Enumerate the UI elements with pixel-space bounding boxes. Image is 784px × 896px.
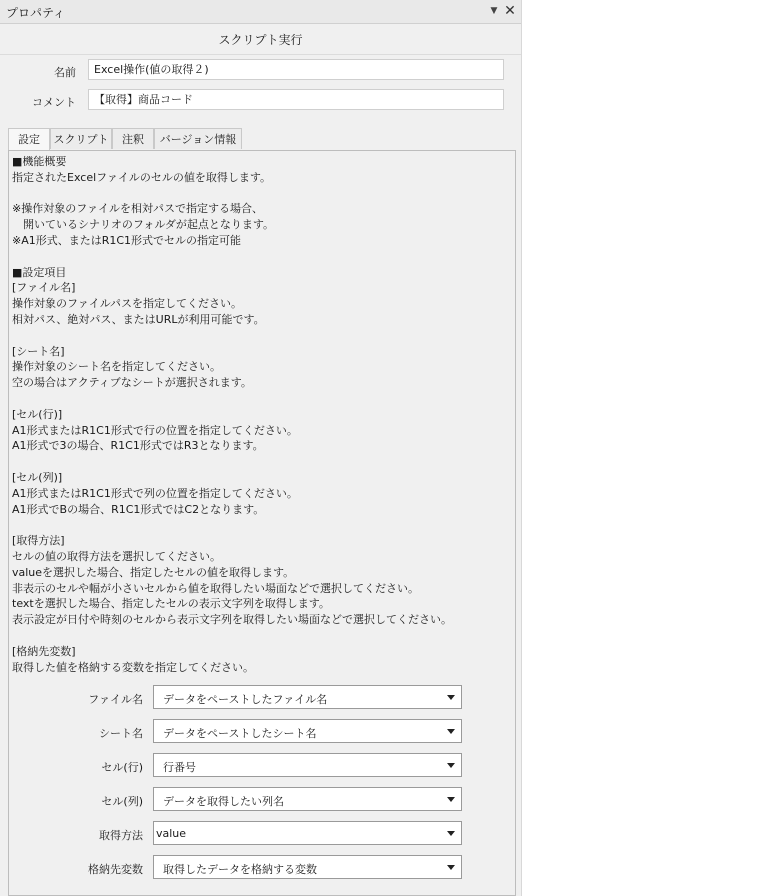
description-line: 相対パス、絶対パス、またはURLが利用可能です。	[12, 312, 265, 326]
cell-row-combobox[interactable]	[153, 753, 462, 777]
description-line: [セル(行)]	[12, 407, 63, 421]
description-line: 指定されたExcelファイルのセルの値を取得します。	[12, 170, 272, 184]
description-line: [格納先変数]	[12, 644, 76, 658]
get-method-combobox[interactable]	[153, 821, 462, 845]
description-line: 取得した値を格納する変数を指定してください。	[12, 660, 254, 674]
function-description	[12, 154, 512, 675]
tab-version-info[interactable]: バージョン情報	[154, 128, 242, 149]
description-line	[12, 628, 512, 644]
panel-close-icon[interactable]: ✕	[504, 3, 516, 19]
tab-script[interactable]: スクリプト	[50, 128, 112, 149]
description-line: ※操作対象のファイルを相対パスで指定する場合、	[12, 202, 263, 216]
description-line: [ファイル名]	[12, 281, 76, 295]
cell-row-value: 行番号	[163, 761, 196, 774]
description-line: valueを選択した場合、指定したセルの値を取得します。	[12, 565, 295, 579]
panel-title: プロパティ	[6, 6, 66, 20]
name-label: 名前	[54, 66, 76, 79]
description-line: 表示設定が日付や時刻のセルから表示文字列を取得したい場面などで選択してください。	[12, 613, 452, 627]
chevron-down-icon[interactable]	[447, 865, 455, 870]
description-line: 操作対象のシート名を指定してください。	[12, 360, 221, 374]
description-line: A1形式またはR1C1形式で列の位置を指定してください。	[12, 486, 298, 500]
description-line: ※A1形式、またはR1C1形式でセルの指定可能	[12, 233, 242, 247]
description-line: textを選択した場合、指定したセルの表示文字列を取得します。	[12, 597, 330, 611]
param-label-cell-row: セル(行)	[101, 761, 143, 774]
description-line: 操作対象のファイルパスを指定してください。	[12, 297, 243, 311]
description-line: ■機能概要	[12, 155, 67, 168]
description-line: [取得方法]	[12, 534, 65, 548]
comment-label: コメント	[32, 96, 76, 109]
chevron-down-icon[interactable]	[447, 797, 455, 802]
name-input[interactable]: Excel操作(値の取得２)	[88, 59, 504, 80]
description-line: 非表示のセルや幅が小さいセルから値を取得したい場面などで選択してください。	[12, 581, 419, 595]
store-variable-combobox[interactable]	[153, 855, 462, 879]
description-line: 空の場合はアクティブなシートが選択されます。	[12, 376, 252, 390]
description-line: 開いているシナリオのフォルダが起点となります。	[12, 218, 275, 232]
description-line	[12, 391, 512, 407]
param-label-cell-column: セル(列)	[101, 795, 143, 808]
description-line	[12, 186, 512, 202]
panel-titlebar	[0, 0, 521, 24]
description-line: A1形式でBの場合、R1C1形式ではC2となります。	[12, 502, 265, 516]
file-name-value: データをペーストしたファイル名	[163, 693, 328, 706]
file-name-combobox[interactable]	[153, 685, 462, 709]
description-line	[12, 454, 512, 470]
cell-column-value: データを取得したい列名	[163, 795, 284, 808]
tab-annotation[interactable]: 注釈	[112, 128, 154, 149]
chevron-down-icon[interactable]	[447, 763, 455, 768]
param-label-sheet-name: シート名	[99, 727, 143, 740]
description-line: [シート名]	[12, 344, 65, 358]
description-line	[12, 249, 512, 265]
comment-input[interactable]: 【取得】商品コード	[88, 89, 504, 110]
description-line	[12, 517, 512, 533]
tab-settings[interactable]: 設定	[8, 128, 50, 151]
get-method-value: value	[156, 827, 187, 840]
description-line: セルの値の取得方法を選択してください。	[12, 549, 221, 563]
description-line: [セル(列)]	[12, 470, 63, 484]
sheet-name-combobox[interactable]	[153, 719, 462, 743]
param-label-store-variable: 格納先変数	[88, 863, 143, 876]
header-divider	[0, 54, 521, 55]
panel-menu-dropdown-icon[interactable]: ▼	[490, 6, 498, 16]
node-type-title: スクリプト実行	[218, 33, 303, 47]
chevron-down-icon[interactable]	[447, 695, 455, 700]
param-label-get-method: 取得方法	[99, 829, 143, 842]
description-line: A1形式またはR1C1形式で行の位置を指定してください。	[12, 423, 298, 437]
param-label-file-name: ファイル名	[88, 693, 143, 706]
description-line: A1形式で3の場合、R1C1形式ではR3となります。	[12, 439, 264, 453]
chevron-down-icon[interactable]	[447, 831, 455, 836]
store-variable-value: 取得したデータを格納する変数	[163, 863, 317, 876]
chevron-down-icon[interactable]	[447, 729, 455, 734]
description-line: ■設定項目	[12, 265, 67, 279]
description-line	[12, 328, 512, 344]
sheet-name-value: データをペーストしたシート名	[163, 727, 317, 740]
cell-column-combobox[interactable]	[153, 787, 462, 811]
settings-tab-content	[8, 150, 516, 896]
